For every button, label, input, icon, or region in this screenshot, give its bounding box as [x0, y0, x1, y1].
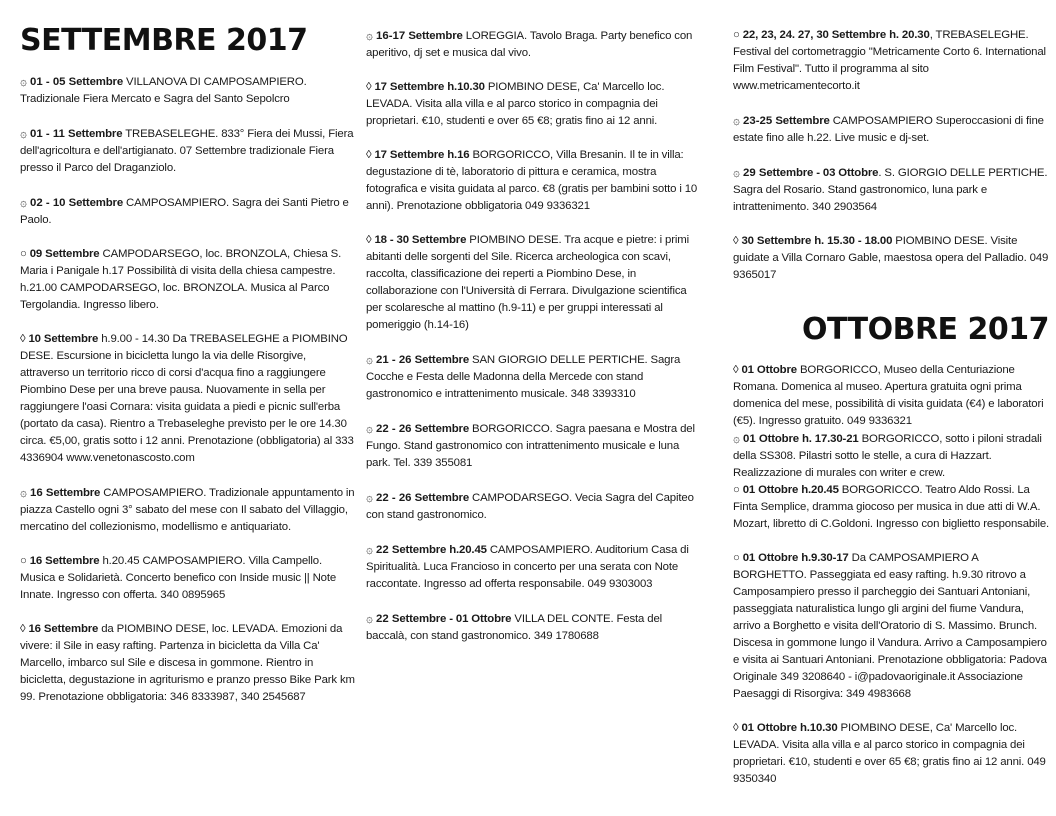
event-description: VILLANOVA DI CAMPOSAMPIERO. Tradizionale Fiera Mercato e Sagra del Santo Sepolcro — [20, 76, 307, 105]
event-description: BORGORICCO, sotto i piloni stradali della SS308. Pilastri sotto le stelle, a cura di Hazzart. Realizzazione di murales con writer e crew. — [733, 433, 1042, 479]
october-events — [733, 362, 1053, 788]
event-description: CAMPOSAMPIERO. Tradizionale appuntamento in piazza Castello ogni 3° sabato del mese con Il sabato del Villaggio, mercatino del collezionismo, modellismo e antiquariato. — [20, 487, 355, 533]
event-description: Da CAMPOSAMPIERO A BORGHETTO. Passeggiata ed easy rafting. h.9.30 ritrovo a Camposampiero presso il parcheggio dei Santuari Antoniani, passeggiata naturalistica lungo gli argini del fiume Vandura, arrivo a Borghetto e visita dell'Oratorio di S. Massimo. Brunch. Discesa in gommone lungo il Vandura. Arrivo a Camposampiero e visita ai Santuari Antoniani. Prenotazione obbligatoria: Padova Originale 349 3208640 - i@padovaoriginale.it Associazione Paesaggi di Risorgiva: 349 4983668 — [733, 552, 1047, 700]
event-item — [20, 246, 356, 314]
event-item — [20, 125, 356, 177]
event-description: PIOMBINO DESE. Visite guidate a Villa Cornaro Gable, maestosa opera del Palladio. 049 9365017 — [733, 235, 1049, 281]
event-description: BORGORICCO, Museo della Centuriazione Romana. Domenica al museo. Apertura gratuita ogni prima domenica del mese, possibilità di visita guidata (€4) e laboratori (€5). Ingresso gratuito. 049 9336321 — [733, 364, 1044, 427]
event-date: 09 Settembre — [29, 248, 100, 260]
event-description: BORGORICCO. Sagra paesana e Mostra del Fungo. Stand gastronomico con intrattenimento musicale e luna park. Tel. 339 355081 — [366, 423, 695, 469]
diamond-icon: ◊ — [366, 149, 372, 161]
event-description: TREBASELEGHE. 833° Fiera dei Mussi, Fiera dell'agricoltura e dell'artigianato. 07 Settembre tradizionale Fiera presso il Parco del Draganziolo. — [20, 128, 354, 174]
event-date: 16-17 Settembre — [376, 30, 463, 42]
event-date: 16 Settembre — [30, 487, 101, 499]
flower-icon: ۞ — [20, 74, 28, 88]
event-description: da PIOMBINO DESE, loc. LEVADA. Emozioni da vivere: il Sile in easy rafting. Partenza in bicicletta da Villa Ca' Marcello, imbarco sul Sile e discesa in gommone. Rientro in bicicletta, degustazione in agriturismo e pranzo presso Bike Park km 99. Prenotazione obbligatoria: 346 8333987, 340 2545687 — [20, 623, 355, 703]
column-right — [733, 0, 1053, 805]
column-left — [20, 0, 356, 723]
event-description: BORGORICCO. Teatro Aldo Rossi. La Finta Semplice, dramma giocoso per musica in due atti di W.A. Mozart, libretto di C.Goldoni. Ingresso con biglietto responsabile. — [733, 484, 1050, 530]
september-events-col2 — [366, 0, 702, 645]
event-date: 22 Settembre - 01 Ottobre — [376, 613, 512, 625]
september-events-col1 — [20, 73, 356, 706]
flower-icon: ۞ — [20, 126, 28, 140]
event-description: PIOMBINO DESE, Ca' Marcello loc. LEVADA. Visita alla villa e al parco storico in compagnia dei proprietari. €10, studenti e over 65 €8; gratis fino ai 12 anni. — [366, 81, 665, 127]
event-description: h.20.45 CAMPOSAMPIERO. Villa Campello. Musica e Solidarietà. Concerto benefico con Inside music || Note Innate. Ingresso con offerta. 340 0895965 — [20, 555, 337, 601]
event-item — [733, 482, 1053, 533]
event-item — [20, 73, 356, 108]
diamond-icon: ◊ — [20, 333, 26, 345]
october-heading: OTTOBRE 2017 — [801, 312, 1049, 347]
flower-icon: ۞ — [20, 195, 28, 209]
event-item — [733, 550, 1053, 703]
event-item — [366, 79, 702, 130]
column-middle — [366, 0, 702, 662]
event-date: 22, 23, 24. 27, 30 Settembre h. 20.30 — [742, 29, 930, 41]
circle-icon: ○ — [20, 555, 27, 567]
diamond-icon: ◊ — [20, 623, 26, 635]
september-events-col3 — [733, 0, 1053, 284]
diamond-icon: ◊ — [733, 364, 739, 376]
event-date: 22 - 26 Settembre — [376, 423, 470, 435]
event-item — [366, 610, 702, 645]
circle-icon: ○ — [733, 484, 740, 496]
event-item — [366, 27, 702, 62]
event-date: 17 Settembre h.10.30 — [374, 81, 485, 93]
event-date: 21 - 26 Settembre — [376, 354, 470, 366]
flower-icon: ۞ — [733, 113, 741, 127]
flower-icon: ۞ — [366, 352, 374, 366]
flower-icon: ۞ — [733, 431, 741, 445]
flower-icon: ۞ — [366, 28, 374, 42]
event-date: 16 Settembre — [29, 555, 100, 567]
event-description: BORGORICCO, Villa Bresanin. Il te in villa: degustazione di tè, laboratorio di pittura e ceramica, mostra fotografica e visita guidata al parco. €8 (gratis per bambini sotto i 10 anni). Prenotazione obbligatoria 049 9336321 — [366, 149, 698, 212]
event-date: 01 Ottobre — [741, 364, 797, 376]
diamond-icon: ◊ — [733, 235, 739, 247]
event-description: PIOMBINO DESE. Tra acque e pietre: i primi abitanti delle sorgenti del Sile. Ricerca archeologica con scavi, raccolta, classificazione dei reperti a Piombino Dese, in collaborazione con l'Università di Ferrara. Divulgazione scientifica per scolaresche al mattino (h.9-11) e per gruppi interessati al pomeriggio (h.14-16) — [366, 234, 689, 331]
event-date: 22 - 26 Settembre — [376, 492, 470, 504]
event-date: 01 Ottobre h.9.30-17 — [742, 552, 849, 564]
circle-icon: ○ — [20, 248, 27, 260]
event-item — [20, 194, 356, 229]
event-description: , TREBASELEGHE. Festival del cortometraggio "Metricamente Corto 6. International Film Festival". Tutto il programma al sito www.metricamentecorto.it — [733, 29, 1046, 92]
circle-icon: ○ — [733, 552, 740, 564]
event-item — [733, 362, 1053, 430]
flower-icon: ۞ — [366, 542, 374, 556]
event-date: 01 - 11 Settembre — [30, 128, 123, 140]
event-item — [733, 720, 1053, 788]
event-date: 02 - 10 Settembre — [30, 197, 124, 209]
flower-icon: ۞ — [366, 490, 374, 504]
event-item — [20, 484, 356, 536]
event-item — [733, 164, 1053, 216]
event-description: . S. GIORGIO DELLE PERTICHE. Sagra del Rosario. Stand gastronomico, luna park e intrattenimento. 340 2903564 — [733, 167, 1048, 213]
event-date: 01 - 05 Settembre — [30, 76, 124, 88]
event-date: 29 Settembre - 03 Ottobre — [743, 167, 879, 179]
event-item — [366, 541, 702, 593]
event-date: 17 Settembre h.16 — [374, 149, 470, 161]
event-description: VILLA DEL CONTE. Festa del baccalà, con stand gastronomico. 349 1780688 — [366, 613, 663, 642]
event-description: h.9.00 - 14.30 Da TREBASELEGHE a PIOMBINO DESE. Escursione in bicicletta lungo la via delle Risorgive, attraverso un territorio ricco di corsi d'acqua fino a raggiungere Piombino Dese per una breve pausa. Nuovamente in sella per raggiungere l'oasi Cornara: visita guidata a piedi e picnic sull'erba (portato da casa). Rientro a Trebaseleghe previsto per le ore 14.30 circa. €5,00, gratis sotto i 12 anni. Prenotazione (obbligatoria) al 333 4336904 www.venetonascosto.com — [20, 333, 354, 464]
event-item — [733, 112, 1053, 147]
event-description: CAMPOSAMPIERO. Sagra dei Santi Pietro e Paolo. — [20, 197, 349, 226]
event-description: SAN GIORGIO DELLE PERTICHE. Sagra Cocche e Festa delle Madonna della Mercede con stand gastronomico e intrattenimento musicale. 348 3393310 — [366, 354, 681, 400]
flower-icon: ۞ — [366, 611, 374, 625]
flower-icon: ۞ — [733, 165, 741, 179]
diamond-icon: ◊ — [366, 234, 372, 246]
event-description: CAMPOSAMPIERO. Auditorium Casa di Spiritualità. Luca Francioso in concerto per una serata con Note raccontate. Ingresso ad offerta responsabile. 049 9303003 — [366, 544, 689, 590]
event-date: 10 Settembre — [28, 333, 99, 345]
event-item — [20, 621, 356, 706]
event-item — [366, 489, 702, 524]
flower-icon: ۞ — [366, 421, 374, 435]
event-description: LOREGGIA. Tavolo Braga. Party benefico con aperitivo, dj set e musica dal vivo. — [366, 30, 693, 59]
event-date: 23-25 Settembre — [743, 115, 830, 127]
diamond-icon: ◊ — [366, 81, 372, 93]
event-date: 01 Ottobre h. 17.30-21 — [743, 433, 859, 445]
event-item — [733, 27, 1053, 95]
event-item — [366, 351, 702, 403]
flower-icon: ۞ — [20, 485, 28, 499]
event-date: 01 Ottobre h.20.45 — [742, 484, 839, 496]
event-item — [366, 232, 702, 334]
event-item — [733, 430, 1053, 482]
event-description: CAMPOSAMPIERO Superoccasioni di fine estate fino alle h.22. Live music e dj-set. — [733, 115, 1044, 144]
event-description: CAMPODARSEGO. Vecia Sagra del Capiteo con stand gastronomico. — [366, 492, 694, 521]
event-item — [20, 331, 356, 467]
event-description: CAMPODARSEGO, loc. BRONZOLA, Chiesa S. Maria i Panigale h.17 Possibilità di visita della chiesa campestre. h.21.00 CAMPODARSEGO, loc. BRONZOLA. Musica al Parco Tergolandia. Ingresso libero. — [20, 248, 342, 311]
event-date: 01 Ottobre h.10.30 — [741, 722, 838, 734]
event-item — [366, 147, 702, 215]
event-item — [366, 420, 702, 472]
event-date: 22 Settembre h.20.45 — [376, 544, 487, 556]
event-item — [733, 233, 1053, 284]
event-description: PIOMBINO DESE, Ca' Marcello loc. LEVADA. Visita alla villa e al parco storico in compagnia dei proprietari. €10, studenti e over 65 €8; gratis fino ai 12 anni. 049 9350340 — [733, 722, 1046, 785]
event-date: 30 Settembre h. 15.30 - 18.00 — [741, 235, 893, 247]
event-date: 18 - 30 Settembre — [374, 234, 467, 246]
event-item — [20, 553, 356, 604]
september-heading: SETTEMBRE 2017 — [20, 23, 308, 58]
event-date: 16 Settembre — [28, 623, 99, 635]
circle-icon: ○ — [733, 29, 740, 41]
diamond-icon: ◊ — [733, 722, 739, 734]
